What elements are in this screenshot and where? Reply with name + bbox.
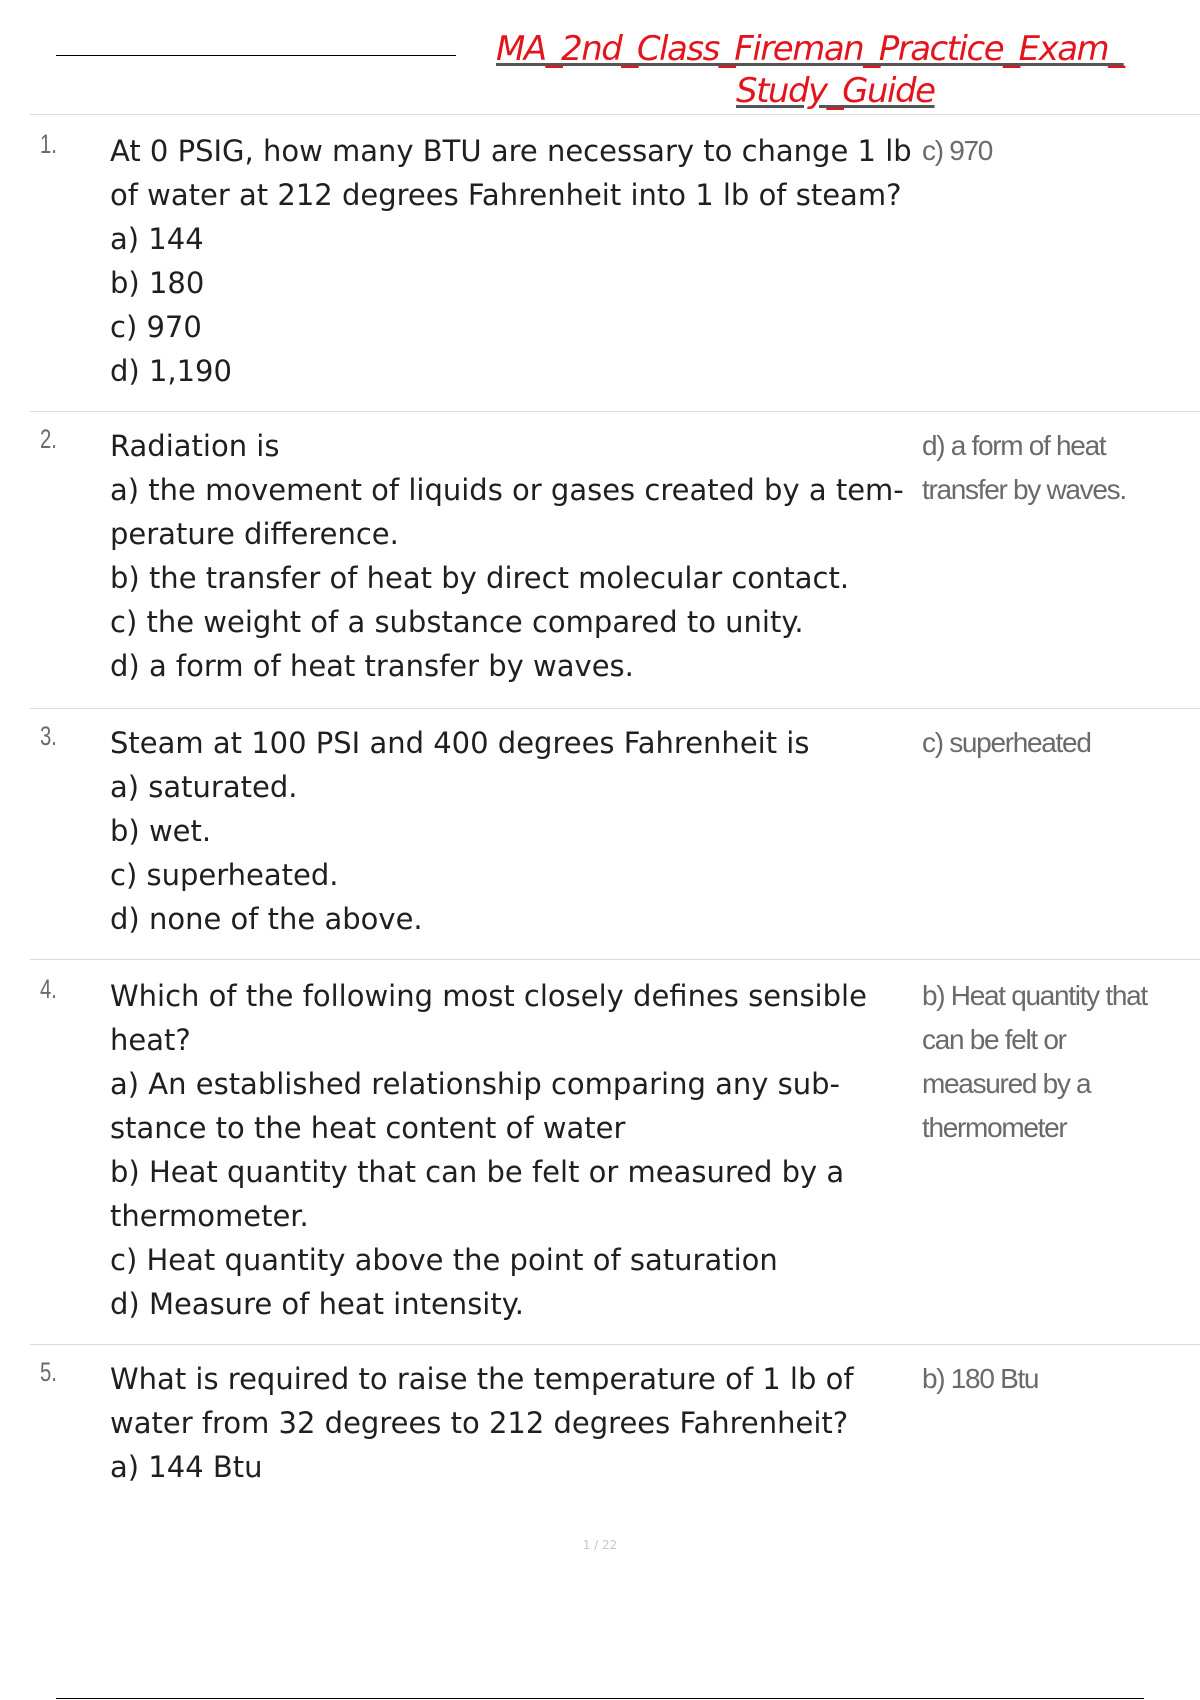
answer-text: b) 180 Btu — [922, 1363, 1039, 1394]
title-line-1: MA_2nd_Class_Fireman_Practice_Exam_ — [496, 29, 1124, 69]
header-rule — [56, 55, 456, 56]
question-1 — [30, 114, 1200, 411]
question-number: 4. — [40, 974, 57, 1004]
question-number: 1. — [40, 129, 57, 159]
option-a: a) 144 Btu — [110, 1450, 263, 1484]
question-body — [110, 412, 935, 688]
title-line-2: Study_Guide — [736, 71, 935, 111]
question-text: At 0 PSIG, how many BTU are necessary to change 1 lb of water at 212 degrees Fahrenheit into 1 lb of steam? — [110, 134, 912, 212]
option-d: d) none of the above. — [110, 902, 423, 936]
page-number: 1 / 22 — [582, 1538, 618, 1552]
question-5 — [30, 1344, 1200, 1505]
answer-text: d) a form of heat transfer by waves. — [922, 430, 1126, 505]
option-b: b) the transfer of heat by direct molecular contact. — [110, 561, 850, 595]
question-number: 5. — [40, 1357, 57, 1387]
answer-text: c) 970 — [922, 135, 993, 166]
option-d: d) Measure of heat intensity. — [110, 1287, 524, 1321]
option-c: c) the weight of a substance compared to unity. — [110, 605, 804, 639]
question-number: 2. — [40, 424, 57, 454]
question-number: 3. — [40, 721, 57, 751]
option-b: b) wet. — [110, 814, 212, 848]
option-a: a) saturated. — [110, 770, 298, 804]
question-text: Radiation is — [110, 429, 280, 463]
option-b: b) Heat quantity that can be felt or measured by a thermometer. — [110, 1155, 845, 1233]
option-a: a) An established relationship comparing any sub- stance to the heat content of water — [110, 1067, 840, 1145]
question-list — [30, 114, 1200, 1505]
option-d: d) a form of heat transfer by waves. — [110, 649, 634, 683]
question-3 — [30, 708, 1200, 959]
question-text: Which of the following most closely defines sensible heat? — [110, 979, 867, 1057]
page-title — [456, 28, 1196, 112]
answer-text: b) Heat quantity that can be felt or measured by a thermometer — [922, 980, 1147, 1143]
answer-text: c) superheated — [922, 727, 1091, 758]
option-c: c) superheated. — [110, 858, 339, 892]
question-body — [110, 709, 935, 941]
question-body — [110, 1345, 935, 1489]
option-a: a) 144 — [110, 222, 204, 256]
option-c: c) Heat quantity above the point of saturation — [110, 1243, 778, 1277]
option-b: b) 180 — [110, 266, 205, 300]
question-4 — [30, 959, 1200, 1344]
option-c: c) 970 — [110, 310, 202, 344]
question-text: Steam at 100 PSI and 400 degrees Fahrenheit is — [110, 726, 810, 760]
footer-rule — [56, 1698, 1144, 1699]
question-body — [110, 115, 935, 393]
option-a: a) the movement of liquids or gases created by a tem- perature difference. — [110, 473, 904, 551]
question-text: What is required to raise the temperature of 1 lb of water from 32 degrees to 212 degrees Fahrenheit? — [110, 1362, 854, 1440]
question-body — [110, 960, 935, 1326]
question-2 — [30, 411, 1200, 708]
option-d: d) 1,190 — [110, 354, 232, 388]
